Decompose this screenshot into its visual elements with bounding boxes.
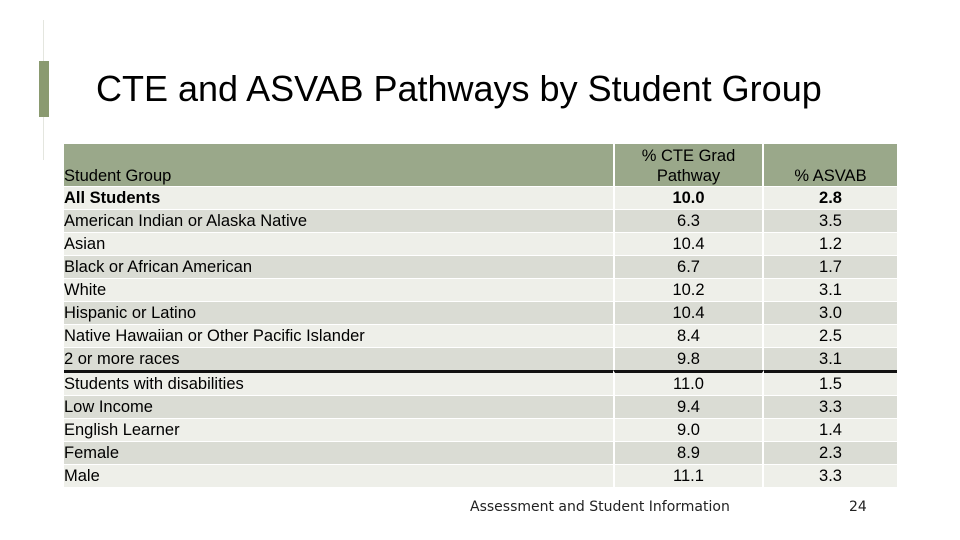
row-group: All Students: [64, 186, 613, 209]
row-asvab: 3.0: [764, 301, 897, 324]
row-group: Asian: [64, 232, 613, 255]
table-row: [64, 418, 897, 441]
row-group: English Learner: [64, 418, 613, 441]
row-group: American Indian or Alaska Native: [64, 209, 613, 232]
header-student-group: Student Group: [64, 144, 613, 186]
table-row: [64, 395, 897, 418]
row-cte: 10.4: [613, 232, 764, 255]
table-header-row: [64, 144, 897, 186]
page-number: 24: [849, 499, 867, 515]
table-row: [64, 441, 897, 464]
row-asvab: 3.3: [764, 464, 897, 487]
row-cte: 11.1: [613, 464, 764, 487]
table-row: [64, 370, 897, 395]
table-row: [64, 464, 897, 487]
slide-title: CTE and ASVAB Pathways by Student Group: [96, 68, 822, 109]
row-asvab: 2.8: [764, 186, 897, 209]
row-asvab: 3.3: [764, 395, 897, 418]
row-cte: 6.7: [613, 255, 764, 278]
accent-bar: [39, 61, 49, 117]
row-group: Hispanic or Latino: [64, 301, 613, 324]
table-row: [64, 186, 897, 209]
table-row: [64, 278, 897, 301]
row-cte: 10.4: [613, 301, 764, 324]
row-asvab: 1.2: [764, 232, 897, 255]
table-row: [64, 301, 897, 324]
table-row: [64, 324, 897, 347]
row-group: Female: [64, 441, 613, 464]
row-group: Male: [64, 464, 613, 487]
row-cte: 10.2: [613, 278, 764, 301]
row-group: White: [64, 278, 613, 301]
row-group: Black or African American: [64, 255, 613, 278]
row-asvab: 1.5: [764, 370, 897, 395]
header-asvab: % ASVAB: [764, 144, 897, 186]
row-asvab: 3.1: [764, 278, 897, 301]
row-asvab: 1.7: [764, 255, 897, 278]
table-row: [64, 209, 897, 232]
table-row: [64, 347, 897, 370]
table-row: [64, 232, 897, 255]
header-cte-pathway: % CTE Grad Pathway: [613, 144, 764, 186]
table-row: [64, 255, 897, 278]
row-cte: 10.0: [613, 186, 764, 209]
row-asvab: 3.5: [764, 209, 897, 232]
row-cte: 8.9: [613, 441, 764, 464]
row-asvab: 1.4: [764, 418, 897, 441]
row-group: 2 or more races: [64, 347, 613, 370]
row-group: Low Income: [64, 395, 613, 418]
row-cte: 6.3: [613, 209, 764, 232]
student-group-table: [64, 144, 897, 487]
row-asvab: 2.5: [764, 324, 897, 347]
row-group: Native Hawaiian or Other Pacific Islander: [64, 324, 613, 347]
row-cte: 9.8: [613, 347, 764, 370]
slide-footer: Assessment and Student Information: [470, 499, 730, 515]
row-cte: 8.4: [613, 324, 764, 347]
row-asvab: 2.3: [764, 441, 897, 464]
row-cte: 9.0: [613, 418, 764, 441]
row-group: Students with disabilities: [64, 370, 613, 395]
row-cte: 11.0: [613, 370, 764, 395]
row-asvab: 3.1: [764, 347, 897, 370]
row-cte: 9.4: [613, 395, 764, 418]
